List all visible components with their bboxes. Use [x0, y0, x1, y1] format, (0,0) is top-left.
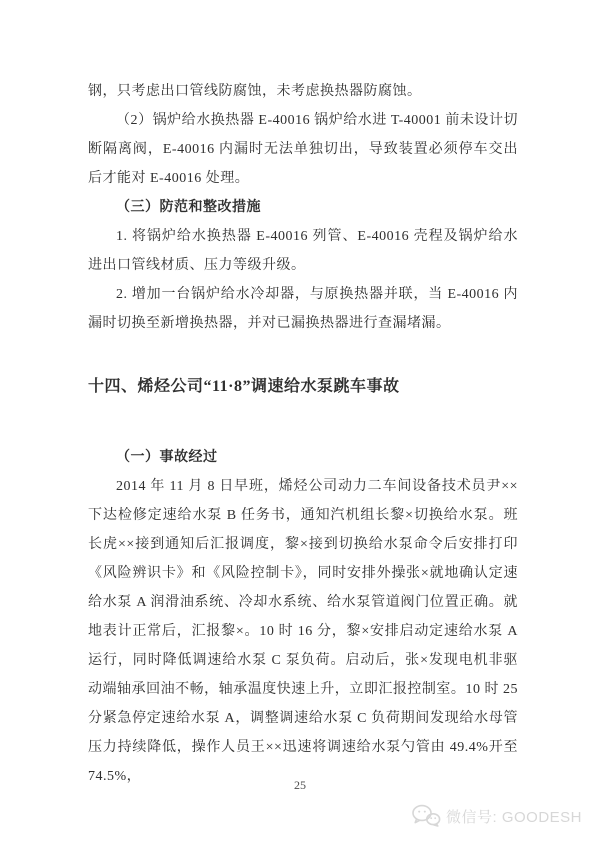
- paragraph-measure-1: 1. 将锅炉给水换热器 E-40016 列管、E-40016 壳程及锅炉给水进出口管线材质、压力等级升级。: [88, 229, 518, 273]
- document-body: [88, 77, 518, 791]
- wechat-icon: [411, 804, 441, 828]
- paragraph-measure-2: 2. 增加一台锅炉给水冷却器，与原换热器并联，当 E-40016 内漏时切换至新增换热器，并对已漏换热器进行查漏堵漏。: [88, 287, 518, 331]
- watermark: [411, 804, 582, 828]
- chapter-heading: 十四、烯烃公司“11·8”调速给水泵跳车事故: [88, 378, 400, 395]
- page-number: 25: [294, 778, 306, 792]
- paragraph-course: 2014 年 11 月 8 日早班，烯烃公司动力二车间设备技术员尹××下达检修定速给水泵 B 任务书，通知汽机组长黎×切换给水泵。班长虎××接到通知后汇报调度，黎×接到切换给水泵命令后安排打印《风险辨识卡》和《风险控制卡》，同时安排外操张×就地确认定速给水泵 A 润滑油系统、冷却水系统、给水泵管道阀门位置正确。就地表计正常后，汇报黎×。10 时 16 分，黎×安排启动定速给水泵 A 运行，同时降低调速给水泵 C 泵负荷。启动后，张×发现电机非驱动端轴承回油不畅，轴承温度快速上升，立即汇报控制室。10 时 25 分紧急停定速给水泵 A，调整调速给水泵 C 负荷期间发现给水母管压力持续降低，操作人员王××迅速将调速给水泵勺管由 49.4%开至 74.5%，: [88, 479, 518, 784]
- section-heading-course: （一）事故经过: [116, 450, 218, 465]
- watermark-text: 微信号: GOODESH: [445, 808, 582, 826]
- paragraph-cause-2: （2）锅炉给水换热器 E-40016 锅炉给水进 T-40001 前未设计切断隔离阀，E-40016 内漏时无法单独切出，导致装置必须停车交出后才能对 E-40016 处理。: [88, 113, 518, 186]
- paragraph-continuation: 钢，只考虑出口管线防腐蚀，未考虑换热器防腐蚀。: [88, 84, 422, 99]
- section-heading-prevention: （三）防范和整改措施: [116, 200, 261, 215]
